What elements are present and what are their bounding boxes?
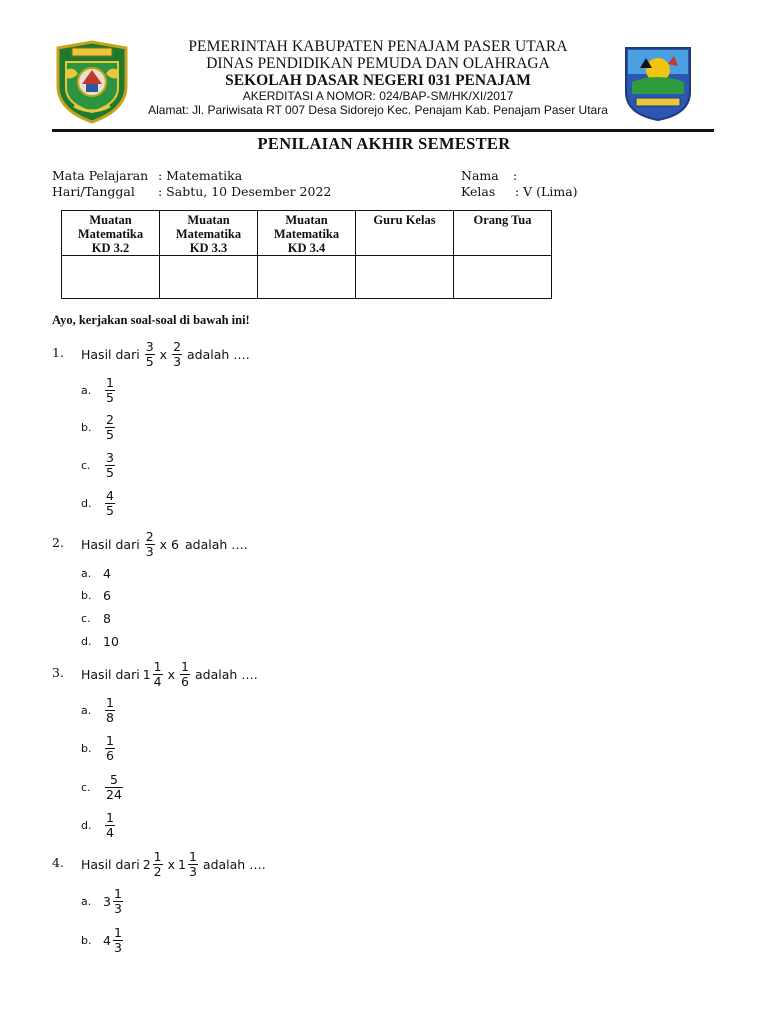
fraction (153, 850, 163, 879)
fraction (145, 530, 155, 559)
score-header-text: Guru Kelas (373, 213, 436, 227)
class-label: Kelas (461, 184, 496, 199)
score-cell[interactable] (454, 256, 552, 299)
question-stem (81, 340, 250, 369)
option-value (103, 413, 117, 442)
numerator: 3 (145, 339, 154, 354)
date-label: Hari/Tanggal (52, 184, 135, 199)
answer-option[interactable] (81, 773, 125, 802)
class-value: : V (Lima) (515, 184, 578, 199)
whole-number: 1 (178, 857, 186, 872)
denominator: 5 (106, 390, 114, 405)
school-address: Alamat: Jl. Pariwisata RT 007 Desa Sidorejo Kec. Penajam Kab. Penajam Paser Utara (148, 103, 608, 117)
mixed-number (103, 811, 117, 840)
student-identity (0, 0, 768, 200)
option-value (103, 734, 117, 763)
denominator: 3 (145, 544, 154, 559)
question (52, 530, 652, 560)
accreditation: AKERDITASI A NOMOR: 024/BAP-SM/HK/XI/2017 (242, 89, 514, 103)
score-cell[interactable] (258, 256, 356, 299)
fraction (105, 773, 123, 802)
stem-prefix: Hasil dari (81, 667, 140, 682)
name-value[interactable]: : (513, 168, 518, 183)
denominator: 5 (106, 465, 114, 480)
denominator: 4 (153, 674, 162, 689)
numerator: 1 (106, 733, 114, 748)
fraction (105, 734, 115, 763)
whole-number: 2 (142, 857, 151, 872)
fraction (180, 660, 190, 689)
score-header-text: KD 3.2 (91, 241, 130, 255)
question-stem (81, 660, 258, 689)
fraction (105, 811, 115, 840)
score-header-text: KD 3.4 (287, 241, 326, 255)
mixed-number (103, 696, 117, 725)
fraction (105, 489, 115, 518)
stem-suffix: adalah …. (184, 537, 248, 552)
question (52, 340, 652, 370)
answer-option[interactable] (81, 887, 125, 916)
fraction (105, 696, 115, 725)
option-value: 6 (103, 588, 111, 603)
mixed-number (103, 489, 117, 518)
numerator: 2 (106, 412, 114, 427)
mixed-number (170, 340, 184, 369)
numerator: 5 (109, 772, 118, 787)
denominator: 3 (173, 354, 182, 369)
school-name: SEKOLAH DASAR NEGERI 031 PENAJAM (225, 72, 531, 89)
option-value: 4 (103, 566, 111, 581)
option-letter: a. (81, 895, 92, 908)
option-letter: c. (81, 459, 91, 472)
mixed-number (103, 376, 117, 405)
question (52, 850, 652, 880)
whole-number: 4 (103, 933, 111, 948)
instruction: Ayo, kerjakan soal-soal di bawah ini! (52, 313, 250, 327)
option-letter: b. (81, 589, 92, 602)
mixed-number (103, 413, 117, 442)
operator: x 6 (159, 537, 179, 552)
option-letter: a. (81, 567, 92, 580)
mixed-number (143, 660, 165, 689)
score-column-header (454, 211, 552, 256)
mixed-number (103, 887, 125, 916)
denominator: 5 (106, 503, 114, 518)
answer-option[interactable] (81, 926, 125, 955)
denominator: 6 (181, 674, 189, 689)
numerator: 1 (188, 849, 197, 864)
mixed-number (178, 850, 200, 879)
stem-prefix: Hasil dari (81, 857, 140, 872)
score-header-text: Matematika (175, 227, 242, 241)
option-value (103, 811, 117, 840)
option-value (103, 451, 117, 480)
numerator: 1 (113, 925, 122, 940)
numerator: 2 (145, 529, 154, 544)
score-header-text: Muatan (89, 213, 132, 227)
numerator: 1 (106, 695, 114, 710)
denominator: 3 (113, 940, 122, 955)
fraction (172, 340, 182, 369)
score-column-header (258, 211, 356, 256)
government-name: PEMERINTAH KABUPATEN PENAJAM PASER UTARA (188, 38, 568, 55)
score-header-text: Matematika (273, 227, 340, 241)
score-table-row (62, 256, 552, 299)
question-stem (81, 850, 266, 879)
question-stem (81, 530, 248, 559)
stem-prefix: Hasil dari (81, 347, 140, 362)
mixed-number (103, 734, 117, 763)
denominator: 6 (106, 748, 114, 763)
department-name: DINAS PENDIDIKAN PEMUDA DAN OLAHRAGA (206, 55, 550, 72)
denominator: 5 (145, 354, 154, 369)
exam-title: PENILAIAN AKHIR SEMESTER (257, 134, 511, 153)
answer-option[interactable] (81, 811, 117, 840)
numerator: 1 (106, 375, 114, 390)
numerator: 4 (106, 488, 114, 503)
operator: x (159, 347, 168, 362)
numerator: 3 (106, 450, 114, 465)
score-table-header (62, 211, 552, 256)
operator: x (167, 667, 176, 682)
numerator: 2 (173, 339, 182, 354)
stem-suffix: adalah …. (194, 667, 258, 682)
answer-option[interactable] (81, 451, 117, 480)
mixed-number (103, 451, 117, 480)
denominator: 24 (106, 787, 122, 802)
option-value (103, 696, 117, 725)
numerator: 1 (153, 849, 162, 864)
score-header-text: Matematika (77, 227, 144, 241)
option-letter: d. (81, 635, 92, 648)
option-letter: b. (81, 934, 92, 947)
fraction (105, 413, 115, 442)
option-value: 10 (103, 634, 119, 649)
answer-option[interactable] (81, 588, 111, 603)
score-header-text: Muatan (285, 213, 328, 227)
fraction (113, 887, 123, 916)
option-letter: b. (81, 421, 92, 434)
date-value: : Sabtu, 10 Desember 2022 (158, 184, 332, 199)
denominator: 8 (106, 710, 114, 725)
numerator: 1 (153, 659, 162, 674)
fraction (153, 660, 163, 689)
stem-prefix: Hasil dari (81, 537, 140, 552)
question (52, 660, 652, 690)
fraction (105, 451, 115, 480)
mixed-number (143, 340, 157, 369)
operator: x (167, 857, 176, 872)
stem-suffix: adalah …. (187, 347, 250, 362)
mixed-number (143, 850, 165, 879)
option-letter: d. (81, 497, 92, 510)
score-header-text: Orang Tua (473, 213, 532, 227)
option-value (103, 887, 125, 916)
option-value (103, 926, 125, 955)
denominator: 3 (188, 864, 197, 879)
mixed-number (103, 773, 125, 802)
score-cell[interactable] (160, 256, 258, 299)
answer-option[interactable] (81, 696, 117, 725)
option-letter: b. (81, 742, 92, 755)
numerator: 1 (113, 886, 122, 901)
option-letter: c. (81, 781, 91, 794)
fraction (113, 926, 123, 955)
numerator: 1 (106, 810, 114, 825)
numerator: 1 (181, 659, 189, 674)
score-column-header (356, 211, 454, 256)
option-value (103, 489, 117, 518)
score-column-header (62, 211, 160, 256)
subject-value: : Matematika (158, 168, 243, 183)
option-letter: d. (81, 819, 92, 832)
answer-option[interactable] (81, 611, 111, 626)
denominator: 3 (113, 901, 122, 916)
score-column-header (160, 211, 258, 256)
mixed-number (103, 926, 125, 955)
answer-option[interactable] (81, 734, 117, 763)
question-number: 4. (52, 855, 64, 870)
answer-option[interactable] (81, 566, 111, 581)
score-header-text: KD 3.3 (189, 241, 228, 255)
option-letter: a. (81, 704, 92, 717)
score-cell[interactable] (62, 256, 160, 299)
option-value (103, 376, 117, 405)
score-cell[interactable] (356, 256, 454, 299)
option-letter: c. (81, 612, 91, 625)
answer-option[interactable] (81, 413, 117, 442)
option-value (103, 773, 125, 802)
mixed-number (143, 530, 157, 559)
mixed-number (178, 660, 192, 689)
subject-label: Mata Pelajaran (52, 168, 149, 183)
question-number: 3. (52, 665, 64, 680)
question-number: 2. (52, 535, 64, 550)
denominator: 2 (153, 864, 162, 879)
option-value: 8 (103, 611, 111, 626)
denominator: 4 (106, 825, 114, 840)
fraction (145, 340, 155, 369)
fraction (105, 376, 115, 405)
whole-number: 3 (103, 894, 111, 909)
score-header-text: Muatan (187, 213, 230, 227)
answer-option[interactable] (81, 489, 117, 518)
denominator: 5 (106, 427, 114, 442)
answer-option[interactable] (81, 634, 119, 649)
option-letter: a. (81, 384, 92, 397)
score-table (61, 210, 552, 299)
answer-option[interactable] (81, 376, 117, 405)
question-number: 1. (52, 345, 64, 360)
name-label: Nama (461, 168, 499, 183)
fraction (188, 850, 198, 879)
whole-number: 1 (142, 667, 151, 682)
stem-suffix: adalah …. (202, 857, 266, 872)
